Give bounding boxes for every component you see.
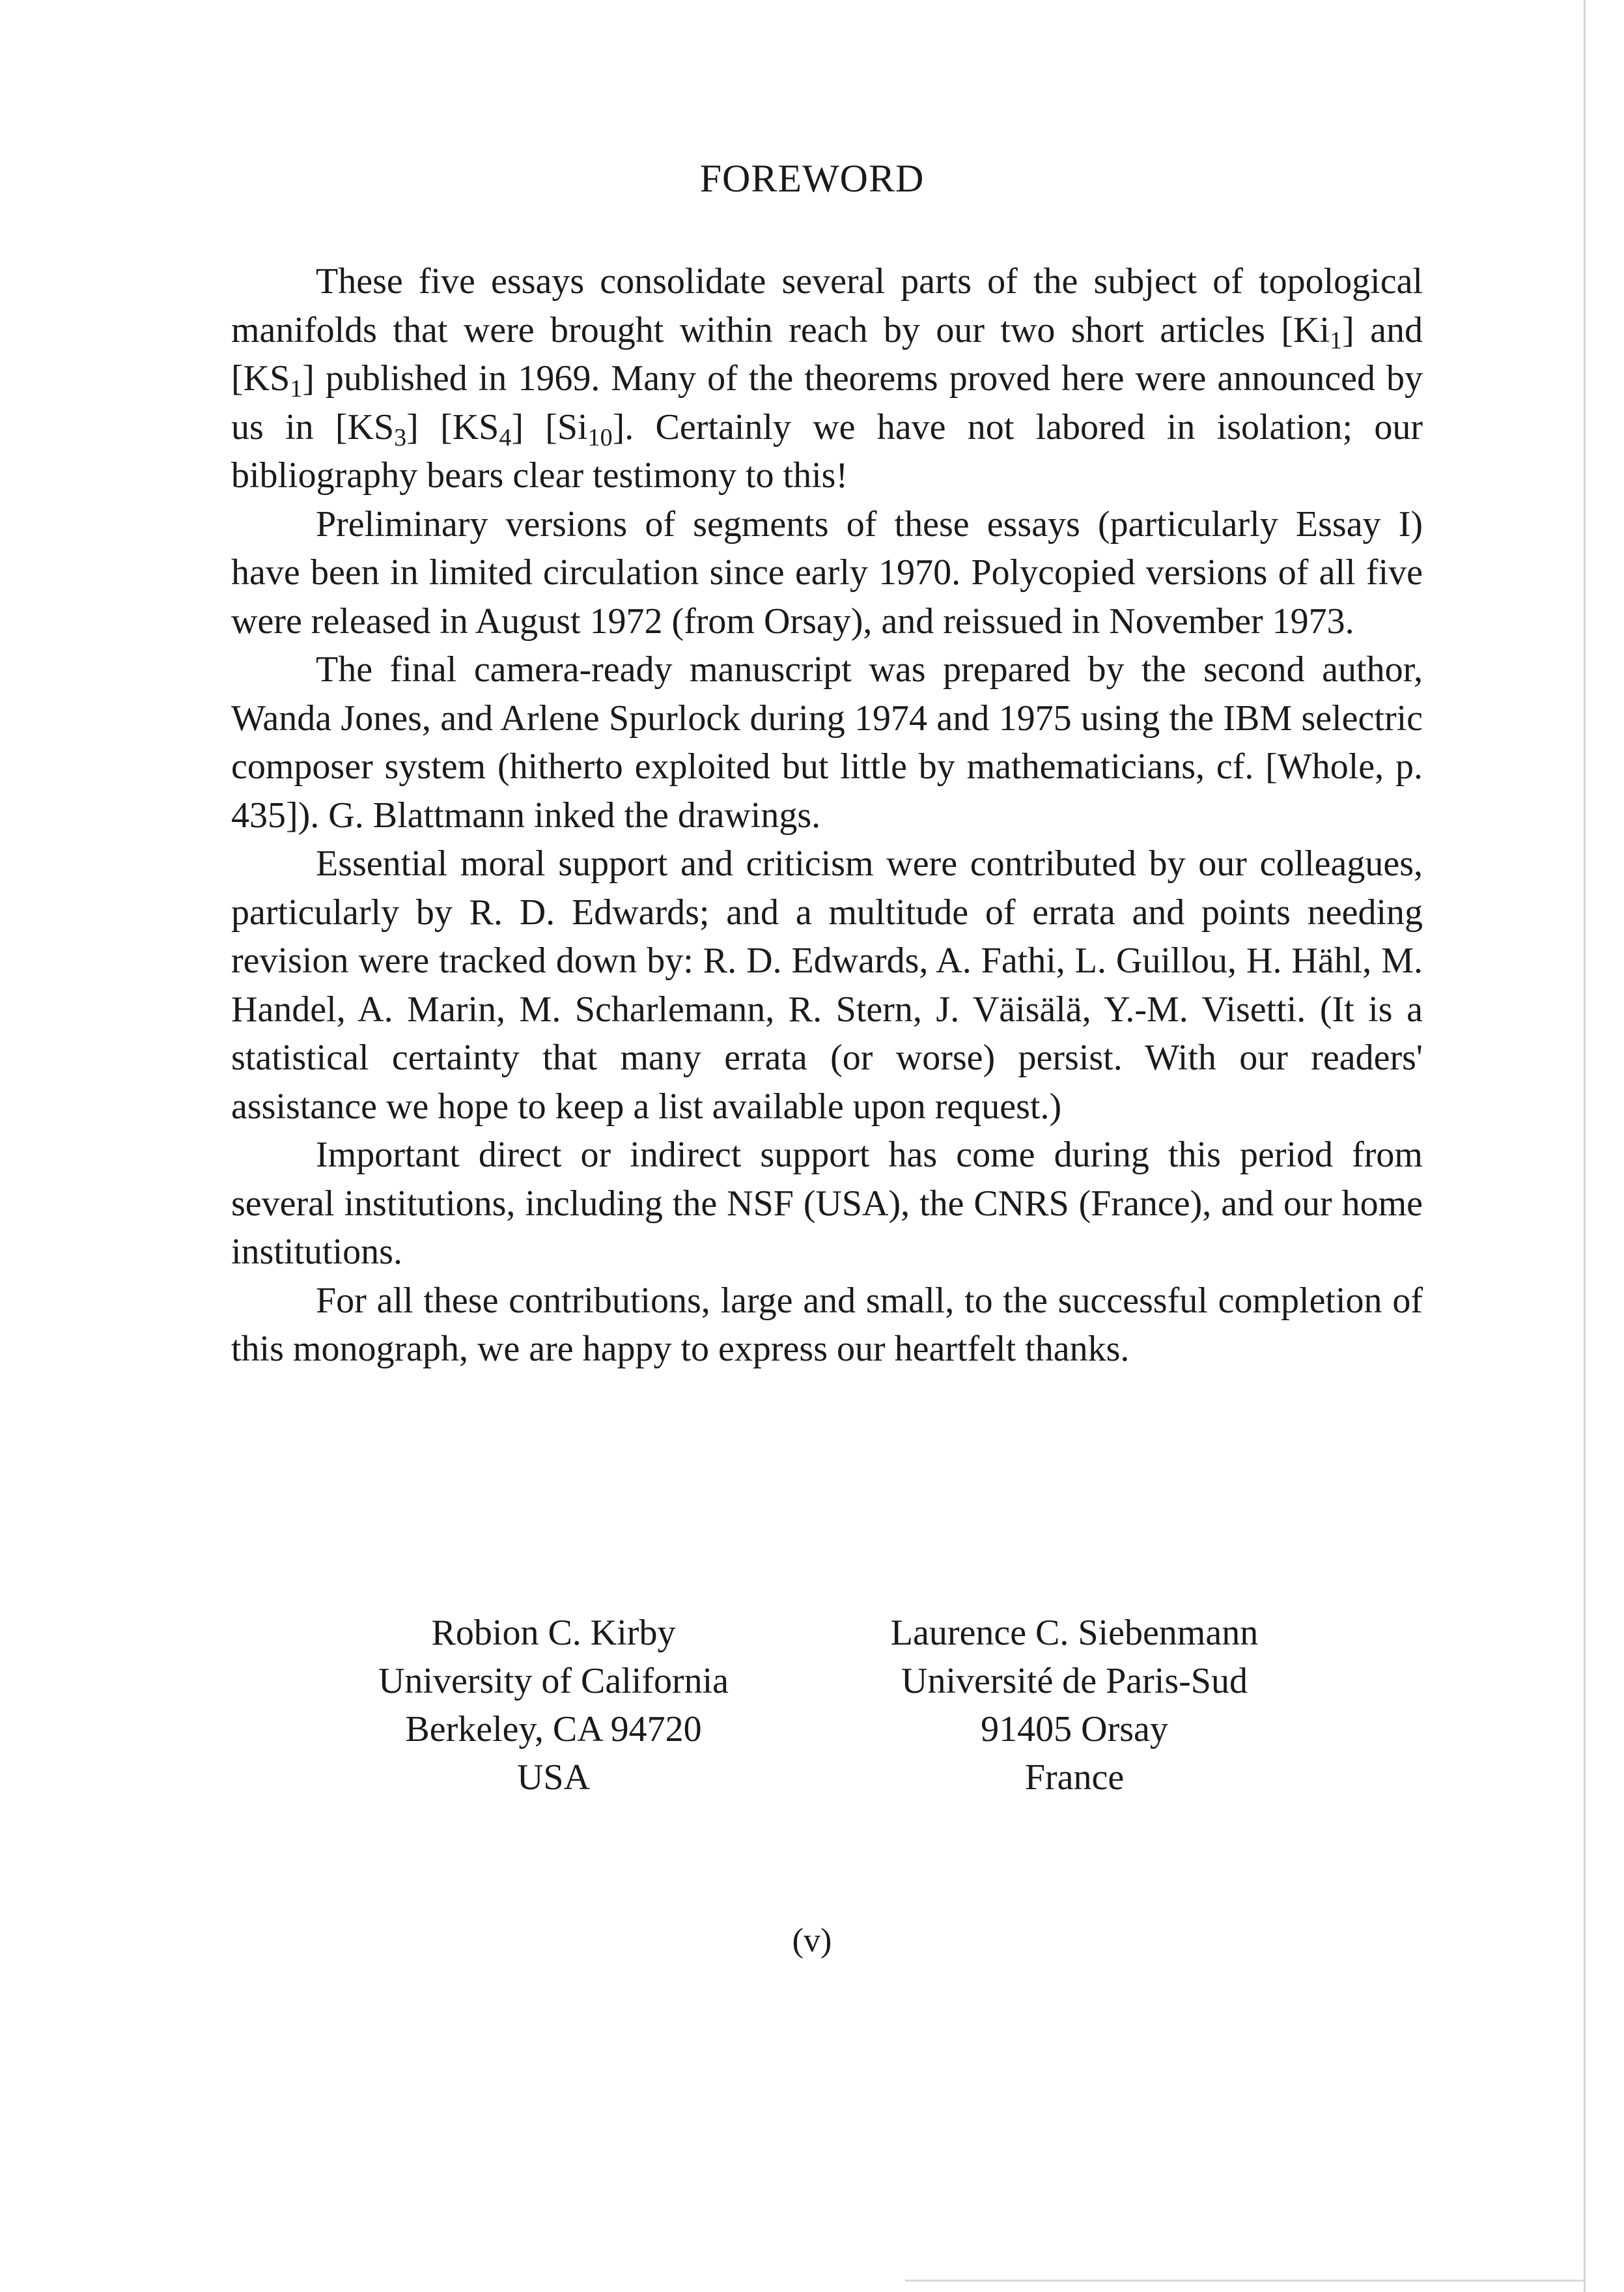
- foreword-body: [231, 257, 1423, 1374]
- page-title: FOREWORD: [699, 157, 925, 200]
- paragraph-manuscript: The final camera-ready manuscript was prepared by the second author, Wanda Jones, and Arlene Spurlock during 1974 and 1975 using the IBM selectric composer system (hitherto exploited but little by mathematicians, cf. [Whole, p. 435]). G. Blattmann inked the drawings.: [231, 649, 1423, 836]
- author-address-siebenmann: [847, 1609, 1302, 1802]
- author-name: Laurence C. Siebenmann: [890, 1613, 1259, 1653]
- paragraph-intro: These five essays consolidate several parts of the subject of topological manifolds that were brought within reach by our two short articles $[Ki_1]$ and $[KS_1]$ published in 1969. Many of the theorems proved here were announced by us in $[KS_3]$ $[KS_4]$ $[Si_{10}]$. Certainly we have not labored in isolation; our bibliography bears clear testimony to this!: [231, 261, 1423, 496]
- page-edge-bottom: [905, 2280, 1586, 2282]
- paragraph-institutions: Important direct or indirect support has come during this period from several institutions, including the NSF (USA), the CNRS (France), and our home institutions.: [231, 1135, 1423, 1272]
- paragraph-thanks: For all these contributions, large and small, to the successful completion of this monograph, we are happy to express our heartfelt thanks.: [231, 1280, 1423, 1369]
- page-number: (v): [792, 1922, 832, 1959]
- author-institution: University of California: [378, 1661, 729, 1701]
- author-institution: Université de Paris-Sud: [901, 1661, 1248, 1701]
- author-address-kirby: [326, 1609, 781, 1802]
- author-name: Robion C. Kirby: [431, 1613, 676, 1653]
- author-city: 91405 Orsay: [981, 1709, 1168, 1749]
- author-country: USA: [516, 1757, 591, 1798]
- author-city: Berkeley, CA 94720: [405, 1709, 702, 1749]
- paragraph-preliminary: Preliminary versions of segments of these essays (particularly Essay I) have been in limited circulation since early 1970. Polycopied versions of all five were released in August 1972 (from Orsay), and reissued in November 1973.: [231, 503, 1423, 642]
- author-country: France: [1024, 1757, 1125, 1798]
- paragraph-support: Essential moral support and criticism were contributed by our colleagues, particularly by R. D. Edwards; and a multitude of errata and points needing revision were tracked down by: R. D. Edwards, A. Fathi, L. Guillou, H. Hähl, M. Handel, A. Marin, M. Scharlemann, R. Stern, J. Väisälä, Y.-M. Visetti. (It is a statistical certainty that many errata (or worse) persist. With our readers' assistance we hope to keep a list available upon request.): [231, 843, 1423, 1127]
